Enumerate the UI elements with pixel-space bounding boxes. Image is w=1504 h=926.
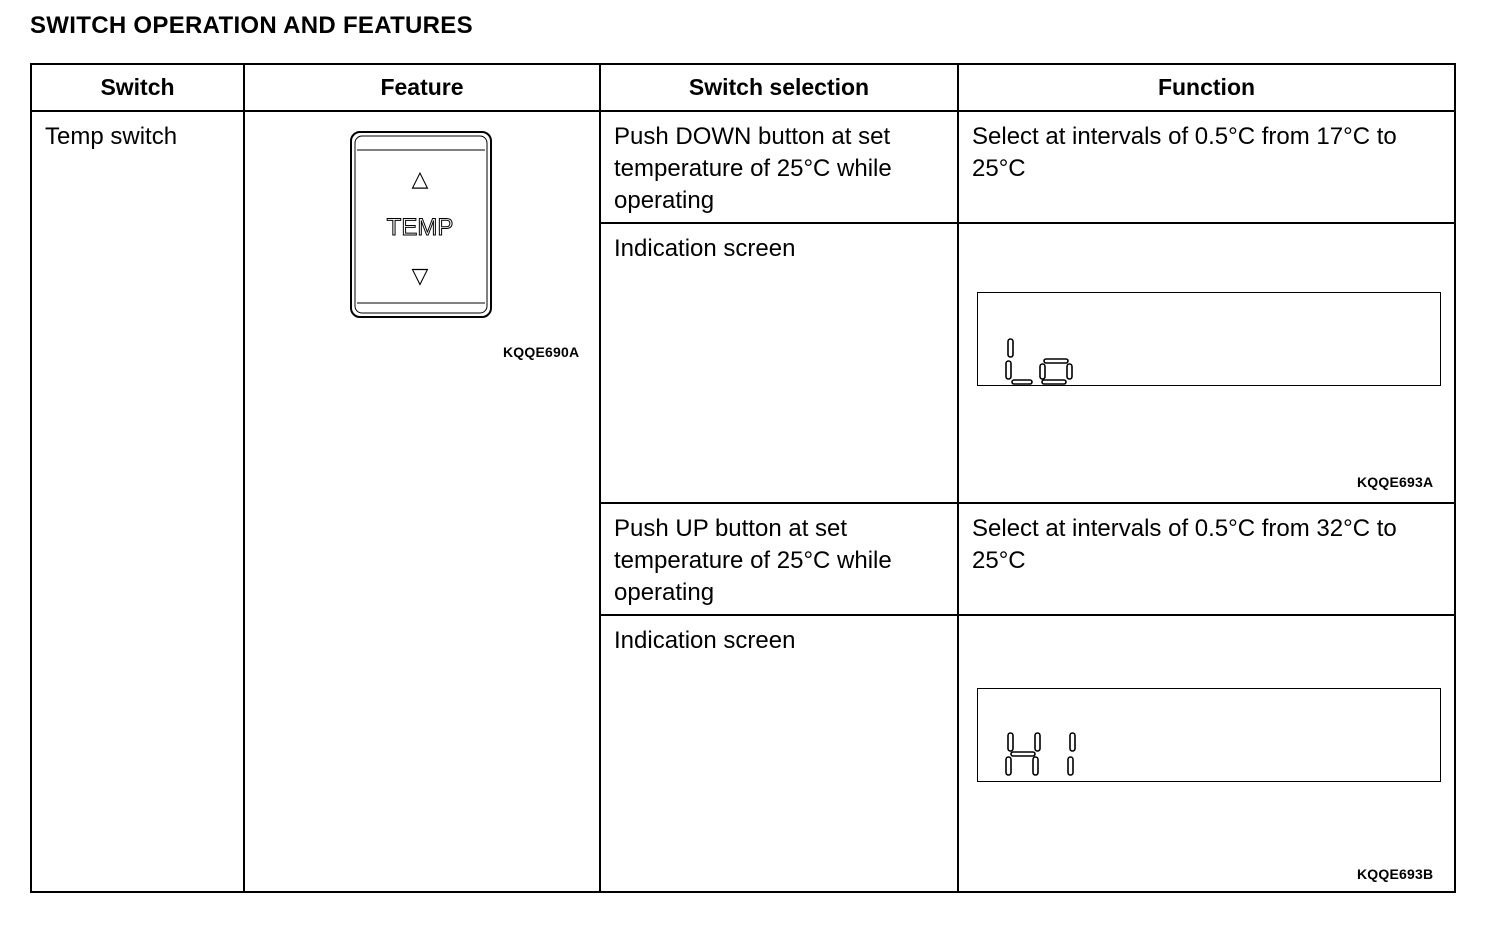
lcd-display-lo <box>977 292 1441 386</box>
lcd-segments-hi <box>978 689 1442 783</box>
display-cell-hi <box>958 615 1455 892</box>
header-switch: Switch <box>31 64 244 111</box>
up-arrow-icon: △ <box>411 167 429 192</box>
header-feature: Feature <box>244 64 600 111</box>
switch-name-cell <box>31 111 244 892</box>
selection-cell-indication-hi <box>600 615 958 892</box>
function-text: Select at intervals of 0.5°C from 32°C to 25°C <box>972 515 1397 574</box>
selection-text: Indication screen <box>614 235 796 262</box>
selection-text: Indication screen <box>614 627 796 654</box>
lcd-figure-code-lo: KQQE693A <box>1357 474 1434 490</box>
switch-name: Temp switch <box>45 123 178 150</box>
table-row <box>31 111 1455 223</box>
down-arrow-icon: ▽ <box>411 264 429 289</box>
function-cell-up <box>958 503 1455 615</box>
selection-cell-up <box>600 503 958 615</box>
function-cell-down <box>958 111 1455 223</box>
selection-cell-down <box>600 111 958 223</box>
selection-text: Push UP button at set temperature of 25°C while operating <box>614 515 892 606</box>
feature-cell <box>244 111 600 892</box>
temp-button-label: TEMP <box>386 214 454 241</box>
selection-cell-indication-lo <box>600 223 958 503</box>
temp-switch-figure <box>349 130 495 322</box>
lcd-segments-lo <box>978 293 1442 387</box>
lcd-figure-code-hi: KQQE693B <box>1357 866 1434 882</box>
feature-figure-code: KQQE690A <box>503 344 580 360</box>
function-text: Select at intervals of 0.5°C from 17°C to 25°C <box>972 123 1397 182</box>
display-cell-lo <box>958 223 1455 503</box>
lcd-display-hi <box>977 688 1441 782</box>
table-header-row <box>31 64 1455 111</box>
switch-operation-table <box>30 63 1456 893</box>
header-switch-selection: Switch selection <box>600 64 958 111</box>
page-title: SWITCH OPERATION AND FEATURES <box>30 12 473 39</box>
header-function: Function <box>958 64 1455 111</box>
selection-text: Push DOWN button at set temperature of 25°C while operating <box>614 123 892 214</box>
